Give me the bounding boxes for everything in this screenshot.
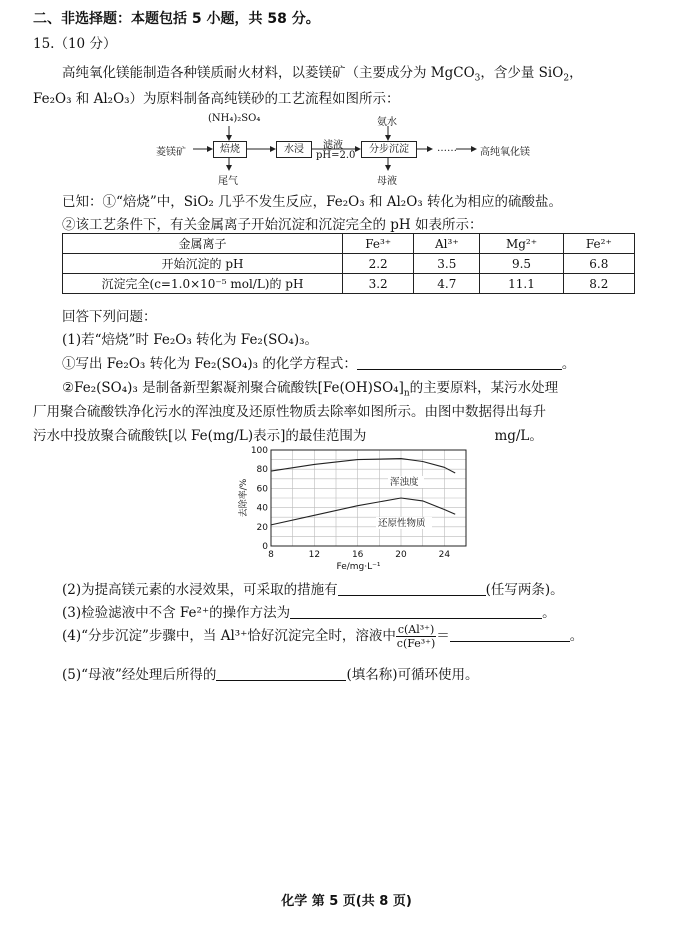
table-cell: 8.2 <box>563 274 634 294</box>
question-4: (4)“分步沉淀”步骤中，当 Al³⁺恰好沉淀完全时，溶液中 $\frac{\text{c(Al³⁺)}}{\text{c(Fe³⁺)}}$ ＝ 。 <box>62 623 584 650</box>
answer-intro: 回答下列问题： <box>62 309 157 325</box>
ph-table <box>62 233 635 294</box>
table-cell: 3.2 <box>343 274 414 294</box>
y-tick-label: 0 <box>262 542 268 552</box>
question-1: (1)若“焙烧”时 Fe₂O₃ 转化为 Fe₂(SO₄)₃。 <box>62 332 319 348</box>
table-header-row <box>63 234 635 254</box>
question-1a: ①写出 Fe₂O₃ 转化为 Fe₂(SO₄)₃ 的化学方程式： 。 <box>62 356 576 372</box>
concentration-ratio: $\frac{\text{c(Al³⁺)}}{\text{c(Fe³⁺)}}$ <box>396 623 436 650</box>
table-cell: Fe³⁺ <box>343 234 414 254</box>
table-cell: Mg²⁺ <box>480 234 563 254</box>
flow-mother-liquor: 母液 <box>377 176 397 187</box>
question-1b-line-3: 污水中投放聚合硫酸铁[以 Fe(mg/L)表示]的最佳范围为 mg/L。 <box>33 428 543 444</box>
intro-line-2: Fe₂O₃ 和 Al₂O₃）为原料制备高纯镁砂的工艺流程如图所示： <box>33 91 400 107</box>
known-condition-2: ②该工艺条件下，有关金属离子开始沉淀和沉淀完全的 pH 如表所示： <box>62 217 483 233</box>
table-cell: 9.5 <box>480 254 563 274</box>
question-5: (5)“母液”经处理后所得的 (填名称)可循环使用。 <box>62 667 479 683</box>
flow-dots: …… <box>437 143 457 154</box>
intro-line-1: 高纯氧化镁能制造各种镁质耐火材料，以菱镁矿（主要成分为 MgCO$_3$，含少量 SiO$_2$， <box>62 65 583 84</box>
y-tick-label: 20 <box>256 522 268 533</box>
answer-blank-1b[interactable] <box>366 428 494 442</box>
flow-reagent-ammonia: 氨水 <box>377 117 397 128</box>
y-tick-label: 100 <box>250 446 268 456</box>
table-cell: 11.1 <box>480 274 563 294</box>
table-cell: Al³⁺ <box>414 234 480 254</box>
removal-rate-chart <box>238 443 478 571</box>
flow-tail-gas: 尾气 <box>218 176 238 187</box>
answer-blank-5[interactable] <box>216 666 346 681</box>
answer-blank-3[interactable] <box>290 604 542 619</box>
y-tick-label: 40 <box>256 503 268 514</box>
question-number: 15.（10 分） <box>33 36 117 52</box>
x-tick-label: 24 <box>438 550 451 560</box>
y-tick-label: 80 <box>256 465 268 476</box>
section-heading: 二、非选择题：本题包括 5 小题，共 58 分。 <box>33 11 320 27</box>
question-3: (3)检验滤液中不含 Fe²⁺的操作方法为 。 <box>62 605 556 621</box>
question-2: (2)为提高镁元素的水浸效果，可采取的措施有 (任写两条)。 <box>62 582 564 598</box>
flow-step-roasting: 焙烧 <box>213 141 247 158</box>
question-1b-line-2: 厂用聚合硫酸铁净化污水的浑浊度及还原性物质去除率如图所示。由图中数据得出每升 <box>33 404 546 420</box>
x-tick-label: 8 <box>268 550 274 560</box>
table-cell: 3.5 <box>414 254 480 274</box>
table-row <box>63 254 635 274</box>
x-tick-label: 20 <box>395 550 407 560</box>
flow-ph: pH=2.0 <box>316 150 356 161</box>
flow-raw-material: 菱镁矿 <box>156 147 186 158</box>
process-flow-diagram <box>150 108 550 188</box>
x-tick-label: 12 <box>308 550 321 560</box>
x-tick-label: 16 <box>351 550 364 560</box>
y-tick-label: 60 <box>256 484 268 495</box>
flow-reagent-ammonium-sulfate: (NH₄)₂SO₄ <box>208 113 261 124</box>
table-cell: 2.2 <box>343 254 414 274</box>
flow-step-water-leach: 水浸 <box>276 141 312 158</box>
series-line-1 <box>271 459 455 473</box>
answer-blank-2[interactable] <box>338 581 486 596</box>
table-row <box>63 274 635 294</box>
table-cell: 6.8 <box>563 254 634 274</box>
flow-step-stepwise-precipitation: 分步沉淀 <box>361 141 417 158</box>
table-cell: 沉淀完全(c=1.0×10⁻⁵ mol/L)的 pH <box>63 274 343 294</box>
table-cell: 金属离子 <box>63 234 343 254</box>
x-axis-label: Fe/mg·L⁻¹ <box>336 562 381 571</box>
page-footer: 化学 第 5 页(共 8 页) <box>281 894 412 909</box>
table-cell: Fe²⁺ <box>563 234 634 254</box>
series-label-1: 浑浊度 <box>390 477 419 488</box>
question-1b-line-1: ②Fe₂(SO₄)₃ 是制备新型絮凝剂聚合硫酸铁$[Fe(OH)SO_4]_n$的主要原料，某污水处理 <box>62 380 559 399</box>
flow-filtrate: 滤液 <box>323 140 343 151</box>
table-cell: 开始沉淀的 pH <box>63 254 343 274</box>
known-condition-1: 已知：①“焙烧”中，SiO₂ 几乎不发生反应，Fe₂O₃ 和 Al₂O₃ 转化为相应的硫酸盐。 <box>62 194 562 210</box>
answer-blank-1a[interactable] <box>357 355 562 370</box>
answer-blank-4[interactable] <box>450 627 570 642</box>
flow-product: 高纯氧化镁 <box>480 147 530 158</box>
y-axis-label: 去除率/% <box>239 478 249 518</box>
series-label-2: 还原性物质 <box>378 518 426 529</box>
table-cell: 4.7 <box>414 274 480 294</box>
